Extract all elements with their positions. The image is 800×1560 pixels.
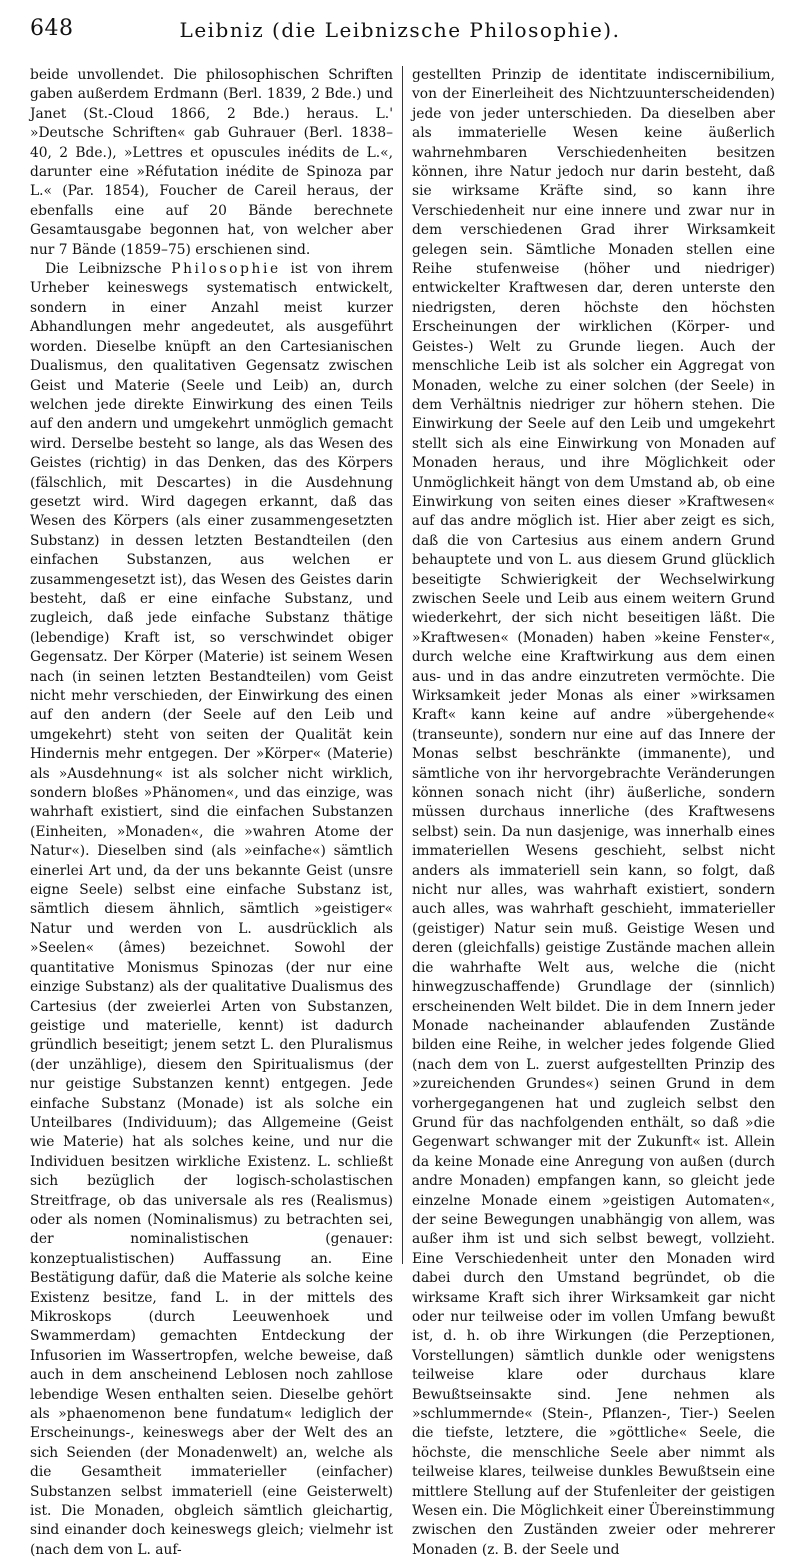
keyword-philosophie: Philosophie: [171, 261, 281, 278]
page-header: [30, 10, 770, 54]
paragraph-continued: beide unvollendet. Die philosophischen Schriften gaben außerdem Erdmann (Berl. 1839, 2 Bde.) und Janet (St.-Cloud 1866, 2 Bde.) heraus. L.' »Deutsche Schriften« gab Guhrauer (Berl. 1838–40, 2 Bde.), »Lettres et opuscules inédits de L.«, darunter eine »Réfutation inédite de Spinoza par L.« (Par. 1854), Foucher de Careil heraus, der ebenfalls eine auf 20 Bände berechnete Gesamtausgabe begonnen hat, von welcher aber nur 7 Bände (1859–75) erschienen sind.: [30, 67, 393, 258]
paragraph-body-text: ist von ihrem Urheber keineswegs systematisch entwickelt, sondern in einer Anzahl meist kurzer Abhandlungen mehr angedeutet, als ausgeführt worden. Dieselbe knüpft an den Cartesianischen Dualismus, den qualitativen Gegensatz zwischen Geist und Materie (Seele und Leib) an, durch welchen jede direkte Einwirkung des einen Teils auf den andern und umgekehrt unmöglich gemacht wird. Derselbe besteht so lange, als das Wesen des Geistes (richtig) in das Denken, das des Körpers (fälschlich, mit Descartes) in die Ausdehnung gesetzt wird. Wird dagegen erkannt, daß das Wesen des Körpers (als einer zusammengesetzten Substanz) in dessen letzten Bestandteilen (den einfachen Substanzen, aus welchen er zusammengesetzt ist), das Wesen des Geistes darin besteht, daß er eine einfache Substanz, und zugleich, daß jede einfache Substanz thätige (lebendige) Kraft ist, so verschwindet obiger Gegensatz. Der Körper (Materie) ist seinem Wesen nach (in seinen letzten Bestandteilen) vom Geist nicht mehr verschieden, der Einwirkung des einen auf den andern (der Seele auf den Leib und umgekehrt) steht von seiten der Qualität kein Hindernis mehr entgegen. Der »Körper« (Materie) als »Ausdehnung« ist als solcher nicht wirklich, sondern bloßes »Phänomen«, und das einzige, was wahrhaft existiert, sind die einfachen Substanzen (Einheiten, »Monaden«, die »wahren Atome der Natur«). Dieselben sind (als »einfache«) sämtlich einerlei Art und, da der uns bekannte Geist (unsre eigne Seele) selbst eine einfache Substanz ist, sämtlich diesem ähnlich, sämtlich »geistiger« Natur und werden von L. ausdrücklich als »Seelen« (âmes) bezeichnet. Sowohl der quantitative Monismus Spinozas (der nur eine einzige Substanz) als der qualitative Dualismus des Cartesius (der zweierlei Arten von Substanzen, geistige und materielle, kennt) ist dadurch gründlich beseitigt; jenem setzt L. den Pluralismus (der unzählige), diesem den Spiritualismus (der nur geistige Substanzen kennt) entgegen. Jede einfache Substanz (Monade) ist als solche ein Unteilbares (Individuum); das Allgemeine (Geist wie Materie) hat als solches keine, und nur die Individuen besitzen wirkliche Existenz. L. schließt sich bezüglich der logisch-scholastischen Streitfrage, ob das universale als res (Realismus) oder als nomen (Nominalismus) zu betrachten sei, der nominalistischen (genauer: konzeptualistischen) Auffassung an. Eine Bestätigung dafür, daß die Materie als solche keine Existenz besitze, fand L. in der mittels des Mikroskops (durch Leeuwenhoek und Swammerdam) gemachten Entdeckung der Infusorien im Wassertropfen, welche beweise, daß auch in dem anscheinend Leblosen noch zahllose lebendige Wesen enthalten seien. Dieselbe gehört als »phaenomenon bene fundatum« lediglich der Erscheinungs-, keineswegs aber der Welt des an sich Seienden (der Monadenwelt) an, welche als die Gesamtheit immaterieller (einfacher) Substanzen selbst immateriell (eine Geisterwelt) ist. Die Monaden, obgleich sämtlich gleichartig, sind einander doch keineswegs gleich; vielmehr ist (nach dem von L. auf-: [30, 261, 393, 1558]
paragraph-lead-text: Die Leibnizsche: [45, 261, 172, 278]
page-number: 648: [30, 16, 74, 41]
right-column: [412, 66, 775, 1558]
paragraph-monads: gestellten Prinzip de identitate indiscernibilium, von der Einerleiheit des Nichtzuunterscheidenden) jede von jeder unterschieden. Da dieselben aber als immaterielle Wesen keine äußerlich wahrnehmbaren Verschiedenheiten besitzen können, ihre Natur jedoch nur darin besteht, daß sie wirksame Kräfte sind, so kann ihre Verschiedenheit nur eine innere und zwar nur in dem verschiedenen Grad ihrer Wirksamkeit gelegen sein. Sämtliche Monaden stellen eine Reihe stufenweise (höher und niedriger) entwickelter Kraftwesen dar, deren unterste den niedrigsten, deren höchste den höchsten Erscheinungen der wirklichen (Körper- und Geistes-) Welt zu Grunde liegen. Auch der menschliche Leib ist als solcher ein Aggregat von Monaden, welche zu einer solchen (der Seele) in dem Verhältnis niedriger zur höhern stehen. Die Einwirkung der Seele auf den Leib und umgekehrt stellt sich als eine Einwirkung von Monaden auf Monaden heraus, und ihre Möglichkeit oder Unmöglichkeit hängt von dem Umstand ab, ob eine Einwirkung von seiten eines dieser »Kraftwesen« auf das andre möglich ist. Hier aber zeigt es sich, daß die von Cartesius aus einem andern Grund behauptete und von L. aus diesem Grund glücklich beseitigte Schwierigkeit der Wechselwirkung zwischen Seele und Leib aus einem weitern Grund wiederkehrt, der sich nicht beseitigen läßt. Die »Kraftwesen« (Monaden) haben »keine Fenster«, durch welche eine Kraftwirkung aus dem einen aus- und in das andre einzutreten vermöchte. Die Wirksamkeit jeder Monas als einer »wirksamen Kraft« kann keine auf andre »übergehende« (transeunte), sondern nur eine auf das Innere der Monas selbst beschränkte (immanente), und sämtliche von ihr hervorgebrachte Veränderungen können sonach nicht (ihr) äußerliche, sondern müssen durchaus innerliche (des Kraftwesens selbst) sein. Da nun dasjenige, was innerhalb eines immateriellen Wesens geschieht, selbst nicht anders als immateriell sein kann, so folgt, daß nicht nur alles, was wahrhaft existiert, sondern auch alles, was wahrhaft geschieht, immaterieller (geistiger) Natur sein muß. Geistige Wesen und deren (gleichfalls) geistige Zustände machen allein die wahrhafte Welt aus, welche die (nicht hinwegzuschaffende) Grundlage der (sinnlich) erscheinenden Welt bildet. Die in dem Innern jeder Monade nacheinander ablaufenden Zustände bilden eine Reihe, in welcher jedes folgende Glied (nach dem von L. zuerst aufgestellten Prinzip des »zureichenden Grundes«) seinen Grund in dem vorhergegangenen hat und zugleich selbst den Grund für das nachfolgenden enthält, so daß »die Gegenwart schwanger mit der Zukunft« ist. Allein da keine Monade eine Anregung von außen (durch andre Monaden) empfangen kann, so gleicht jede einzelne Monade einem »geistigen Automaten«, der seine Bewegungen unabhängig von allem, was außer ihm ist und sich selbst bewegt, vollzieht. Eine Verschiedenheit unter den Monaden wird dabei durch den Umstand begründet, ob die wirksame Kraft sich ihrer Wirksamkeit gar nicht oder nur teilweise oder im vollen Umfang bewußt ist, d. h. ob ihre Wirkungen (die Perzeptionen, Vorstellungen) sämtlich dunkle oder wenigstens teilweise klare oder durchaus klare Bewußtseinsakte sind. Jene nehmen als »schlummernde« (Stein-, Pflanzen-, Tier-) Seelen die tiefste, letztere, die »göttliche« Seele, die höchste, die menschliche Seele aber nimmt als teilweise klares, teilweise dunkles Bewußtsein eine mittlere Stellung auf der Stufenleiter der geistigen Wesen ein. Die Möglichkeit einer Übereinstimmung zwischen den Zuständen zweier oder mehrerer Monaden (z. B. der Seele und: [412, 67, 775, 1558]
paragraph-leibniz-philosophy: [30, 260, 393, 1560]
running-head: Leibniz (die Leibnizsche Philosophie).: [179, 18, 621, 42]
left-column: [30, 66, 393, 1558]
column-divider: [402, 66, 403, 1264]
